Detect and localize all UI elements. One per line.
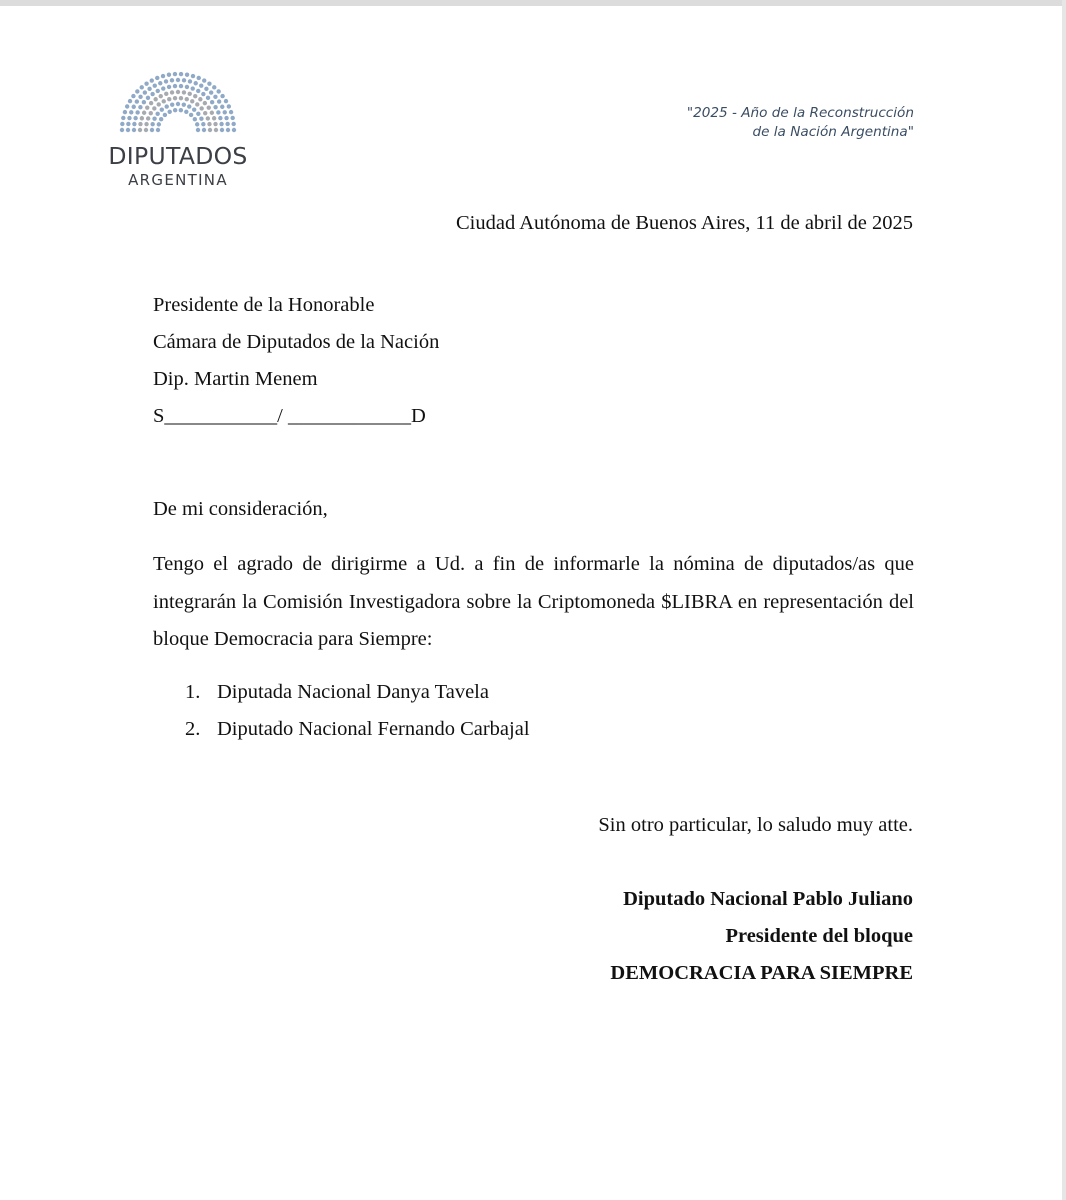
hemicycle-dot <box>218 116 222 120</box>
hemicycle-dot <box>159 94 163 98</box>
hemicycle-dot <box>214 128 218 132</box>
hemicycle-dot <box>132 122 136 126</box>
hemicycle-dot <box>213 105 217 109</box>
hemicycle-dot <box>170 102 174 106</box>
hemicycle-dot <box>213 122 217 126</box>
hemicycle-dot <box>216 110 220 114</box>
hemicycle-dot <box>193 94 197 98</box>
hemicycle-dot <box>129 110 133 114</box>
hemicycle-dot <box>216 89 220 93</box>
hemicycle-dot <box>157 122 161 126</box>
hemicycle-dot <box>199 106 203 110</box>
hemicycle-dot <box>155 112 159 116</box>
recipient-line: S___________/ ____________D <box>153 405 426 427</box>
hemicycle-dot <box>202 78 206 82</box>
hemicycle-dot <box>156 89 160 93</box>
hemicycle-dot <box>150 92 154 96</box>
hemicycle-dot <box>121 116 125 120</box>
hemicycle-dot <box>207 122 211 126</box>
hemicycle-dot <box>220 105 224 109</box>
hemicycle-dot <box>182 102 186 106</box>
motto-line-2: de la Nación Argentina" <box>752 124 914 140</box>
hemicycle-dot <box>161 74 165 78</box>
list-text: Diputada Nacional Danya Tavela <box>217 681 489 703</box>
logo-subtitle: ARGENTINA <box>128 171 228 189</box>
hemicycle-dot <box>212 116 216 120</box>
hemicycle-dot <box>157 102 161 106</box>
hemicycle-dot <box>193 117 197 121</box>
hemicycle-dot <box>188 79 192 83</box>
list-number: 2. <box>185 718 201 740</box>
hemicycle-dot <box>144 81 148 85</box>
top-border <box>0 0 1066 6</box>
hemicycle-dot <box>191 74 195 78</box>
hemicycle-dot <box>208 128 212 132</box>
hemicycle-dot <box>185 97 189 101</box>
hemicycle-dot <box>199 117 203 121</box>
hemicycle-dot <box>150 78 154 82</box>
hemicycle-dot <box>184 110 188 114</box>
hemicycle-dot <box>217 99 221 103</box>
hemicycle-dot <box>161 86 165 90</box>
diputados-logo <box>98 70 258 192</box>
hemicycle-dot <box>131 94 135 98</box>
hemicycle-dot <box>164 79 168 83</box>
hemicycle-dot <box>219 122 223 126</box>
hemicycle-dot <box>213 95 217 99</box>
hemicycle-dot <box>120 122 124 126</box>
closing-line: Sin otro particular, lo saludo muy atte. <box>598 814 913 836</box>
recipient-line: Presidente de la Honorable <box>153 294 375 316</box>
hemicycle-dot <box>142 111 146 115</box>
hemicycle-dot <box>188 92 192 96</box>
hemicycle-dot <box>145 105 149 109</box>
year-motto <box>687 104 914 142</box>
hemicycle-dot <box>220 94 224 98</box>
hemicycle-dot <box>224 116 228 120</box>
hemicycle-dot <box>224 99 228 103</box>
hemicycle-dot <box>167 85 171 89</box>
hemicycle-dot <box>206 96 210 100</box>
hemicycle-dot <box>185 73 189 77</box>
hemicycle-dot <box>232 128 236 132</box>
hemicycle-dot <box>231 122 235 126</box>
hemicycle-dot <box>203 101 207 105</box>
hemicycle-dot <box>190 99 194 103</box>
hemicycle-dot <box>167 110 171 114</box>
hemicycle-dot <box>143 90 147 94</box>
hemicycle-dot <box>127 116 131 120</box>
hemicycle-dot <box>179 96 183 100</box>
hemicycle-dot <box>202 128 206 132</box>
hemicycle-dot <box>138 95 142 99</box>
hemicycle-dot <box>138 105 142 109</box>
hemicycle-dot <box>125 104 129 108</box>
signature-role: Presidente del bloque <box>725 925 913 947</box>
hemicycle-dot <box>185 85 189 89</box>
hemicycle-dot <box>179 84 183 88</box>
hemicycle-dot <box>196 112 200 116</box>
hemicycle-dot <box>223 110 227 114</box>
list-number: 1. <box>185 681 201 703</box>
hemicycle-dot <box>146 96 150 100</box>
hemicycle-dot <box>204 87 208 91</box>
hemicycle-dot <box>196 89 200 93</box>
hemicycle-dot <box>150 122 154 126</box>
hemicycle-dot <box>173 84 177 88</box>
hemicycle-dot <box>187 104 191 108</box>
hemicycle-dot <box>133 116 137 120</box>
right-border <box>1062 0 1066 1200</box>
hemicycle-dot <box>194 81 198 85</box>
hemicycle-icon <box>116 70 240 134</box>
recipient-line: Dip. Martin Menem <box>153 368 318 390</box>
hemicycle-dot <box>173 108 177 112</box>
hemicycle-dot <box>189 113 193 117</box>
hemicycle-dot <box>120 128 124 132</box>
hemicycle-dot <box>146 116 150 120</box>
hemicycle-dot <box>209 90 213 94</box>
hemicycle-dot <box>210 100 214 104</box>
hemicycle-dot <box>198 97 202 101</box>
hemicycle-dot <box>126 122 130 126</box>
hemicycle-dot <box>199 84 203 88</box>
hemicycle-dot <box>149 111 153 115</box>
hemicycle-dot <box>159 117 163 121</box>
hemicycle-dot <box>144 122 148 126</box>
hemicycle-dot <box>191 86 195 90</box>
letter-date: Ciudad Autónoma de Buenos Aires, 11 de abril de 2025 <box>455 212 913 234</box>
hemicycle-dot <box>196 128 200 132</box>
hemicycle-dot <box>206 116 210 120</box>
hemicycle-dot <box>203 111 207 115</box>
hemicycle-dot <box>229 110 233 114</box>
hemicycle-dot <box>155 76 159 80</box>
hemicycle-dot <box>197 76 201 80</box>
hemicycle-dot <box>225 122 229 126</box>
hemicycle-dot <box>163 113 167 117</box>
hemicycle-dot <box>152 106 156 110</box>
hemicycle-dot <box>135 110 139 114</box>
hemicycle-dot <box>195 102 199 106</box>
hemicycle-dot <box>164 92 168 96</box>
hemicycle-dot <box>230 116 234 120</box>
body-paragraph: Tengo el agrado de dirigirme a Ud. a fin de informarle la nómina de diputados/as que integrarán la Comisión Investigadora sobre la Criptomoneda $LIBRA en representación del bloque Democracia para Siempre: <box>153 553 914 650</box>
hemicycle-dot <box>210 111 214 115</box>
hemicycle-dot <box>192 107 196 111</box>
hemicycle-dot <box>201 92 205 96</box>
hemicycle-dot <box>173 72 177 76</box>
hemicycle-dot <box>140 85 144 89</box>
hemicycle-dot <box>150 128 154 132</box>
hemicycle-dot <box>138 122 142 126</box>
hemicycle-dot <box>153 97 157 101</box>
hemicycle-dot <box>173 96 177 100</box>
hemicycle-dot <box>207 81 211 85</box>
hemicycle-dot <box>176 78 180 82</box>
greeting: De mi consideración, <box>153 498 328 520</box>
hemicycle-dot <box>162 99 166 103</box>
hemicycle-dot <box>158 81 162 85</box>
hemicycle-dot <box>170 90 174 94</box>
hemicycle-dot <box>142 100 146 104</box>
hemicycle-dot <box>212 85 216 89</box>
hemicycle-dot <box>152 117 156 121</box>
hemicycle-dot <box>165 104 169 108</box>
hemicycle-dot <box>201 122 205 126</box>
hemicycle-dot <box>179 108 183 112</box>
hemicycle-dot <box>176 90 180 94</box>
hemicycle-dot <box>167 97 171 101</box>
hemicycle-dot <box>167 73 171 77</box>
hemicycle-dot <box>160 107 164 111</box>
motto-line-1: "2025 - Año de la Reconstrucción <box>686 105 914 121</box>
hemicycle-dot <box>135 99 139 103</box>
logo-title: DIPUTADOS <box>108 142 248 170</box>
hemicycle-dot <box>207 105 211 109</box>
hemicycle-dot <box>170 78 174 82</box>
signature-bloc: DEMOCRACIA PARA SIEMPRE <box>610 962 913 984</box>
list-text: Diputado Nacional Fernando Carbajal <box>217 718 530 740</box>
hemicycle-dot <box>123 110 127 114</box>
hemicycle-dot <box>149 101 153 105</box>
hemicycle-dot <box>220 128 224 132</box>
hemicycle-dot <box>140 116 144 120</box>
hemicycle-dot <box>182 78 186 82</box>
hemicycle-dot <box>195 122 199 126</box>
hemicycle-dot <box>144 128 148 132</box>
signature-name: Diputado Nacional Pablo Juliano <box>623 888 913 910</box>
hemicycle-dot <box>128 99 132 103</box>
hemicycle-dot <box>226 128 230 132</box>
recipient-line: Cámara de Diputados de la Nación <box>153 331 440 353</box>
hemicycle-dot <box>153 84 157 88</box>
hemicycle-dot <box>138 128 142 132</box>
hemicycle-dot <box>179 72 183 76</box>
hemicycle-dot <box>176 102 180 106</box>
hemicycle-dot <box>147 87 151 91</box>
hemicycle-dot <box>227 104 231 108</box>
hemicycle-dot <box>132 105 136 109</box>
hemicycle-dot <box>132 128 136 132</box>
hemicycle-dot <box>126 128 130 132</box>
hemicycle-dot <box>182 90 186 94</box>
hemicycle-dot <box>156 128 160 132</box>
hemicycle-dot <box>135 89 139 93</box>
